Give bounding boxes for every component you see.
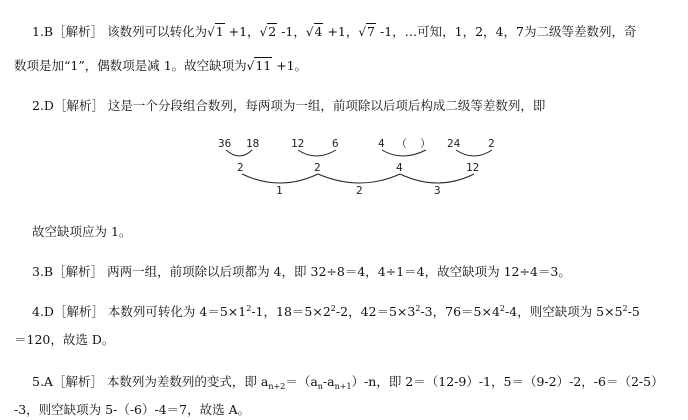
q5-sub-2: n <box>317 382 323 391</box>
diagram-top-0: 36 <box>218 137 232 150</box>
q5-seg-a: 5.A［解析］ 本数列为差数列的变式，即 a <box>32 374 269 389</box>
diagram-ratio-3: 12 <box>466 161 480 174</box>
sqrt-7: √7 <box>358 24 375 39</box>
diagram-top-1: 18 <box>246 137 260 150</box>
q5-seg-b: ＝（a <box>285 374 318 389</box>
sqrt-1: √1 <box>207 24 224 39</box>
q5-sub-1: n+2 <box>268 382 286 391</box>
q1-prefix: 1.B［解析］ 该数列可以转化为 <box>32 24 208 39</box>
q5-line1 <box>32 372 688 391</box>
arc-pair-4 <box>456 150 492 156</box>
diagram-ratio-2: 4 <box>396 161 403 174</box>
q4-seg-f: -5 <box>627 304 640 319</box>
diagram-ratio-0: 2 <box>237 161 244 174</box>
q4-exp-3: 2 <box>415 304 421 313</box>
q5-sub-3: n+1 <box>334 382 352 391</box>
diagram-diff-1: 2 <box>356 184 363 197</box>
q4-seg-e: -4，则空缺项为 5×5 <box>505 304 623 319</box>
arc-pair-3 <box>382 150 426 156</box>
q4-exp-1: 2 <box>246 304 252 313</box>
q2-line1: 2.D［解析］ 这是一个分段组合数列，每两项为一组，前项除以后项后构成二级等差数列，即 <box>32 98 546 113</box>
q1-line2-prefix: 数项是加“1”，偶数项是减 1。故空缺项为 <box>14 58 247 73</box>
diagram-diff-2: 3 <box>434 184 441 197</box>
q1-line1 <box>32 22 688 40</box>
diagram-top-8: 2 <box>488 137 495 150</box>
q1-term2: -1， <box>277 24 306 39</box>
q5-seg-d: ）-n，即 2＝（12-9）-1，5＝（9-2）-2，-6＝（2-5） <box>351 374 664 389</box>
diagram-ratio-1: 2 <box>314 161 321 174</box>
q4-seg-b: -1，18＝5×2 <box>251 304 331 319</box>
sqrt-11: √11 <box>246 58 272 73</box>
q4-seg-c: -2，42＝5×3 <box>335 304 416 319</box>
q3-line1: 3.B［解析］ 两两一组，前项除以后项都为 4，即 32÷8＝4，4÷1＝4，故空缺项为 12÷4＝3。 <box>32 264 571 279</box>
arc-diff-1 <box>242 174 318 183</box>
q4-line2: ＝120，故选 D。 <box>14 332 115 347</box>
diagram-top-5: （ <box>396 137 407 150</box>
q1-line2-suffix: +1。 <box>272 58 308 73</box>
q4-exp-4: 2 <box>499 304 506 313</box>
diagram-top-6: ） <box>420 137 431 150</box>
q2-line2: 故空缺项应为 1。 <box>32 224 132 239</box>
q4-exp-2: 2 <box>330 304 336 313</box>
arc-diff-2 <box>318 174 400 183</box>
arc-pair-2 <box>298 150 336 156</box>
diagram-top-2: 12 <box>291 137 305 150</box>
q2-diagram <box>216 136 516 198</box>
diagram-top-4: 4 <box>378 137 385 150</box>
q4-line1 <box>32 302 688 320</box>
sqrt-2: √2 <box>259 24 277 39</box>
sqrt-4: √4 <box>305 24 323 39</box>
q1-line2 <box>14 56 688 74</box>
q4-seg-d: -3，76＝5×4 <box>420 304 500 319</box>
diagram-diff-0: 1 <box>276 184 283 197</box>
q5-line2: -3，则空缺项为 5-（-6）-4＝7，故选 A。 <box>14 402 251 417</box>
arc-pair-1 <box>226 150 252 156</box>
q4-seg-a: 4.D［解析］ 本数列可转化为 4＝5×1 <box>32 304 247 319</box>
q5-seg-c: -a <box>322 374 335 389</box>
q1-term1: +1， <box>224 24 260 39</box>
q1-term3: +1， <box>323 24 359 39</box>
q4-exp-5: 2 <box>622 304 628 313</box>
arc-diff-3 <box>400 174 474 183</box>
diagram-top-7: 24 <box>447 137 461 150</box>
diagram-top-3: 6 <box>332 137 339 150</box>
q1-term4: -1，…可知，1，2，4，7为二级等差数列，奇 <box>376 24 637 39</box>
